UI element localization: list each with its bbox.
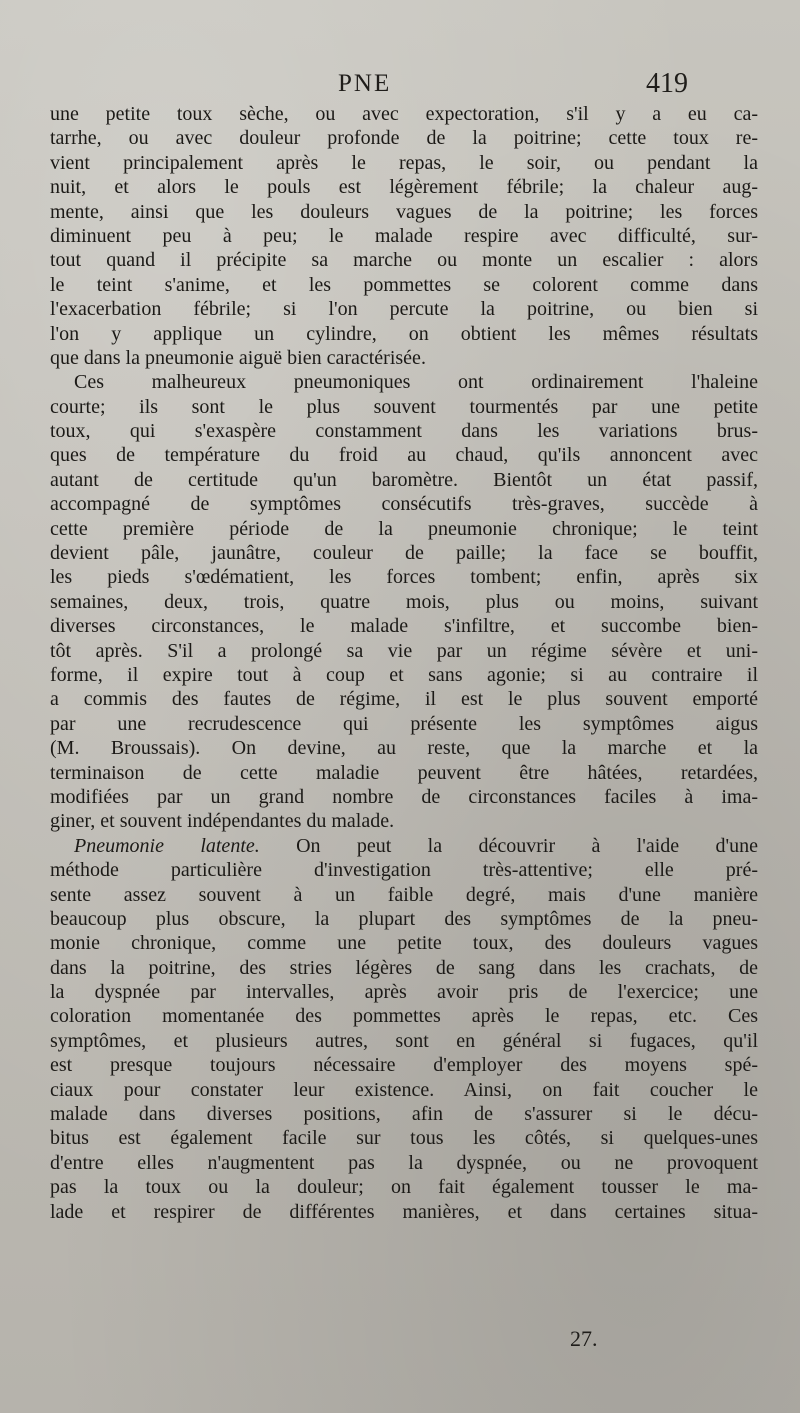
text-line-38: coloration momentanée des pommettes après le repas, etc. Ces: [50, 1005, 758, 1028]
page-number: 419: [646, 68, 688, 99]
text-line-15: ques de température du froid au chaud, qu'ils annoncent avec: [50, 444, 758, 467]
text-line-28: terminaison de cette maladie peuvent être hâtées, retardées,: [50, 761, 758, 784]
text-line-11: que dans la pneumonie aiguë bien caractérisée.: [50, 346, 426, 369]
text-line-44: d'entre elles n'augmentent pas la dyspnée, ou ne provoquent: [50, 1151, 758, 1174]
text-line-45: pas la toux ou la douleur; on fait également tousser le ma-: [50, 1176, 758, 1199]
text-line-14: toux, qui s'exaspère constamment dans les variations brus-: [50, 420, 758, 443]
text-line-5: mente, ainsi que les douleurs vagues de la poitrine; les forces: [50, 200, 758, 223]
text-line-2: tarrhe, ou avec douleur profonde de la poitrine; cette toux re-: [50, 127, 758, 150]
text-line-31: [50, 834, 758, 858]
text-line-22: diverses circonstances, le malade s'infiltre, et succombe bien-: [50, 615, 758, 638]
text-line-42: malade dans diverses positions, afin de s'assurer si le décu-: [50, 1103, 758, 1126]
text-line-33: sente assez souvent à un faible degré, mais d'une manière: [50, 883, 758, 906]
text-line-27: (M. Broussais). On devine, au reste, que la marche et la: [50, 737, 758, 760]
text-line-40: est presque toujours nécessaire d'employer des moyens spé-: [50, 1054, 758, 1077]
text-line-43: bitus est également facile sur tous les côtés, si quelques-unes: [50, 1127, 758, 1150]
text-line-8: le teint s'anime, et les pommettes se colorent comme dans: [50, 273, 758, 296]
text-line-26: par une recrudescence qui présente les symptômes aigus: [50, 712, 758, 735]
text-line-39: symptômes, et plusieurs autres, sont en général si fugaces, qu'il: [50, 1029, 758, 1052]
body-text: [50, 102, 758, 1224]
text-line-30: giner, et souvent indépendantes du malade.: [50, 810, 395, 833]
text-line-23: tôt après. S'il a prolongé sa vie par un régime sévère et uni-: [50, 639, 758, 662]
page-header: [0, 62, 800, 102]
text-line-34: beaucoup plus obscure, la plupart des symptômes de la pneu-: [50, 907, 758, 930]
text-line-4: nuit, et alors le pouls est légèrement fébrile; la chaleur aug-: [50, 176, 758, 199]
text-line-9: l'exacerbation fébrile; si l'on percute la poitrine, ou bien si: [50, 298, 758, 321]
text-line-1: une petite toux sèche, ou avec expectoration, s'il y a eu ca-: [50, 103, 758, 125]
text-line-25: a commis des fautes de régime, il est le plus souvent emporté: [50, 688, 758, 711]
text-line-13: courte; ils sont le plus souvent tourmentés par une petite: [50, 395, 758, 418]
text-line-36: dans la poitrine, des stries légères de sang dans les crachats, de: [50, 956, 758, 979]
section-heading-latent: Pneumonie latente.: [74, 834, 260, 857]
text-line-17: accompagné de symptômes consécutifs très-graves, succède à: [50, 493, 758, 516]
text-line-10: l'on y applique un cylindre, on obtient les mêmes résultats: [50, 322, 758, 345]
text-line-46: lade et respirer de différentes manières, et dans certaines situa-: [50, 1200, 758, 1223]
text-line-6: diminuent peu à peu; le malade respire avec difficulté, sur-: [50, 224, 758, 247]
text-line-7: tout quand il précipite sa marche ou monte un escalier : alors: [50, 249, 758, 272]
text-line-35: monie chronique, comme une petite toux, des douleurs vagues: [50, 932, 758, 955]
text-line-37: la dyspnée par intervalles, après avoir pris de l'exercice; une: [50, 981, 758, 1004]
text-line-18: cette première période de la pneumonie chronique; le teint: [50, 517, 758, 540]
latent-line-rest: On peut la découvrir à l'aide d'une: [259, 834, 758, 857]
text-line-20: les pieds s'œdématient, les forces tombent; enfin, après six: [50, 566, 758, 589]
signature-mark: 27.: [570, 1326, 598, 1351]
text-line-21: semaines, deux, trois, quatre mois, plus ou moins, suivant: [50, 590, 758, 613]
text-line-12: Ces malheureux pneumoniques ont ordinairement l'haleine: [74, 371, 758, 394]
text-line-3: vient principalement après le repas, le soir, ou pendant la: [50, 151, 758, 174]
text-line-29: modifiées par un grand nombre de circonstances faciles à ima-: [50, 785, 758, 808]
text-line-41: ciaux pour constater leur existence. Ainsi, on fait coucher le: [50, 1078, 758, 1101]
text-line-24: forme, il expire tout à coup et sans agonie; si au contraire il: [50, 663, 758, 686]
text-line-32: méthode particulière d'investigation très-attentive; elle pré-: [50, 859, 758, 882]
text-line-16: autant de certitude qu'un baromètre. Bientôt un état passif,: [50, 468, 758, 491]
running-head: PNE: [338, 70, 392, 97]
text-line-19: devient pâle, jaunâtre, couleur de paille; la face se bouffit,: [50, 542, 758, 565]
